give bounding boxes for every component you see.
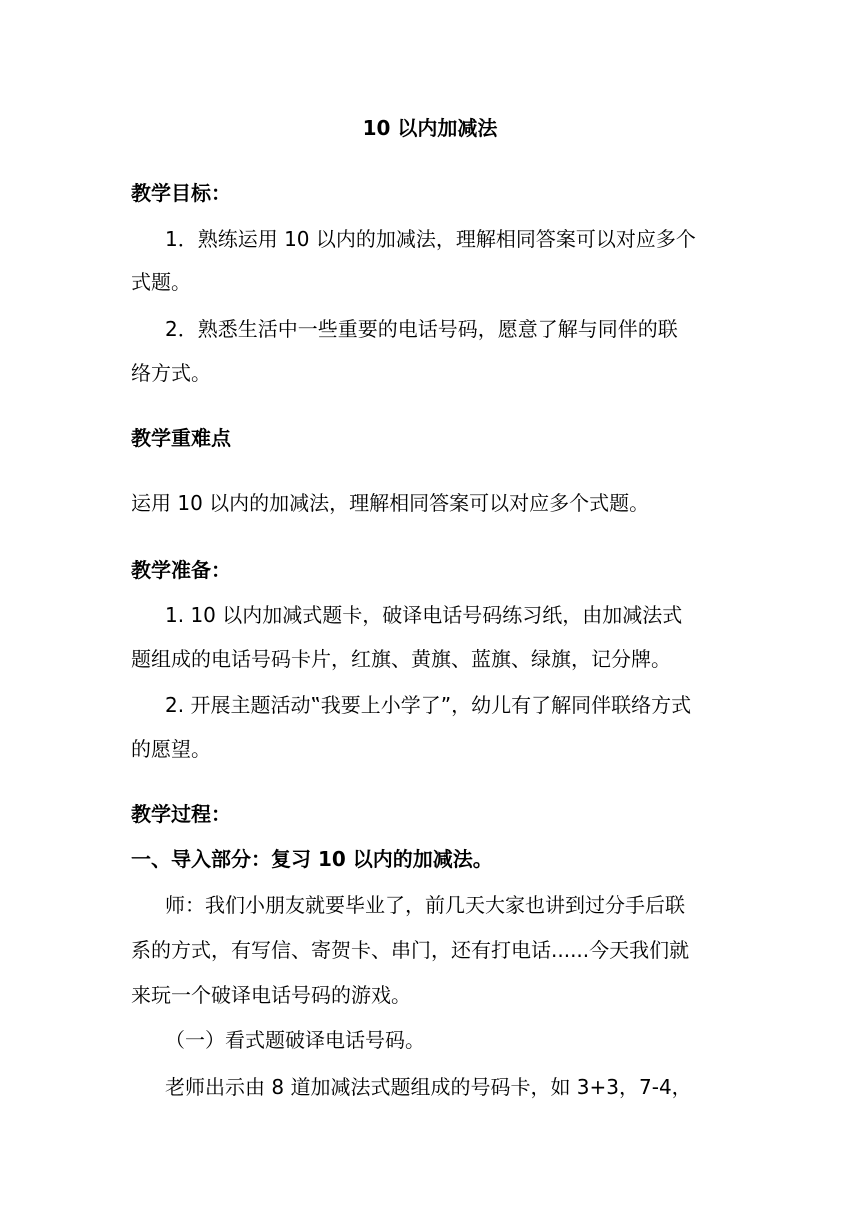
subsection-1-heading: （一）看式题破译电话号码。 [165, 1028, 425, 1052]
prep-1-line-2: 题组成的电话号码卡片，红旗、黄旗、蓝旗、绿旗，记分牌。 [131, 647, 671, 671]
goals-heading: 教学目标： [131, 181, 231, 205]
para-1-line-3: 来玩一个破译电话号码的游戏。 [131, 983, 411, 1007]
goal-2-line-2: 络方式。 [131, 361, 211, 385]
goal-1-line-2: 式题。 [131, 270, 191, 294]
goal-1-line-1: 1．熟练运用 10 以内的加减法，理解相同答案可以对应多个 [165, 227, 696, 251]
keypoints-text: 运用 10 以内的加减法，理解相同答案可以对应多个式题。 [131, 491, 650, 515]
para-2-line-1: 老师出示由 8 道加减法式题组成的号码卡，如 3+3，7-4， [165, 1075, 692, 1099]
para-1-line-1: 师：我们小朋友就要毕业了，前几天大家也讲到过分手后联 [165, 893, 685, 917]
keypoints-heading: 教学重难点 [131, 426, 231, 450]
para-1-line-2: 系的方式，有写信、寄贺卡、串门，还有打电话......今天我们就 [131, 938, 690, 962]
document-title: 10 以内加减法 [362, 116, 498, 140]
prep-1-line-1: 1. 10 以内加减式题卡，破译电话号码练习纸，由加减法式 [165, 603, 683, 627]
process-heading: 教学过程： [131, 802, 231, 826]
section-1-heading: 一、导入部分：复习 10 以内的加减法。 [131, 847, 493, 871]
prep-heading: 教学准备： [131, 558, 231, 582]
goal-2-line-1: 2．熟悉生活中一些重要的电话号码，愿意了解与同伴的联 [165, 317, 678, 341]
prep-2-line-2: 的愿望。 [131, 737, 211, 761]
prep-2-line-1: 2. 开展主题活动‟我要上小学了”，幼儿有了解同伴联络方式 [165, 693, 692, 717]
